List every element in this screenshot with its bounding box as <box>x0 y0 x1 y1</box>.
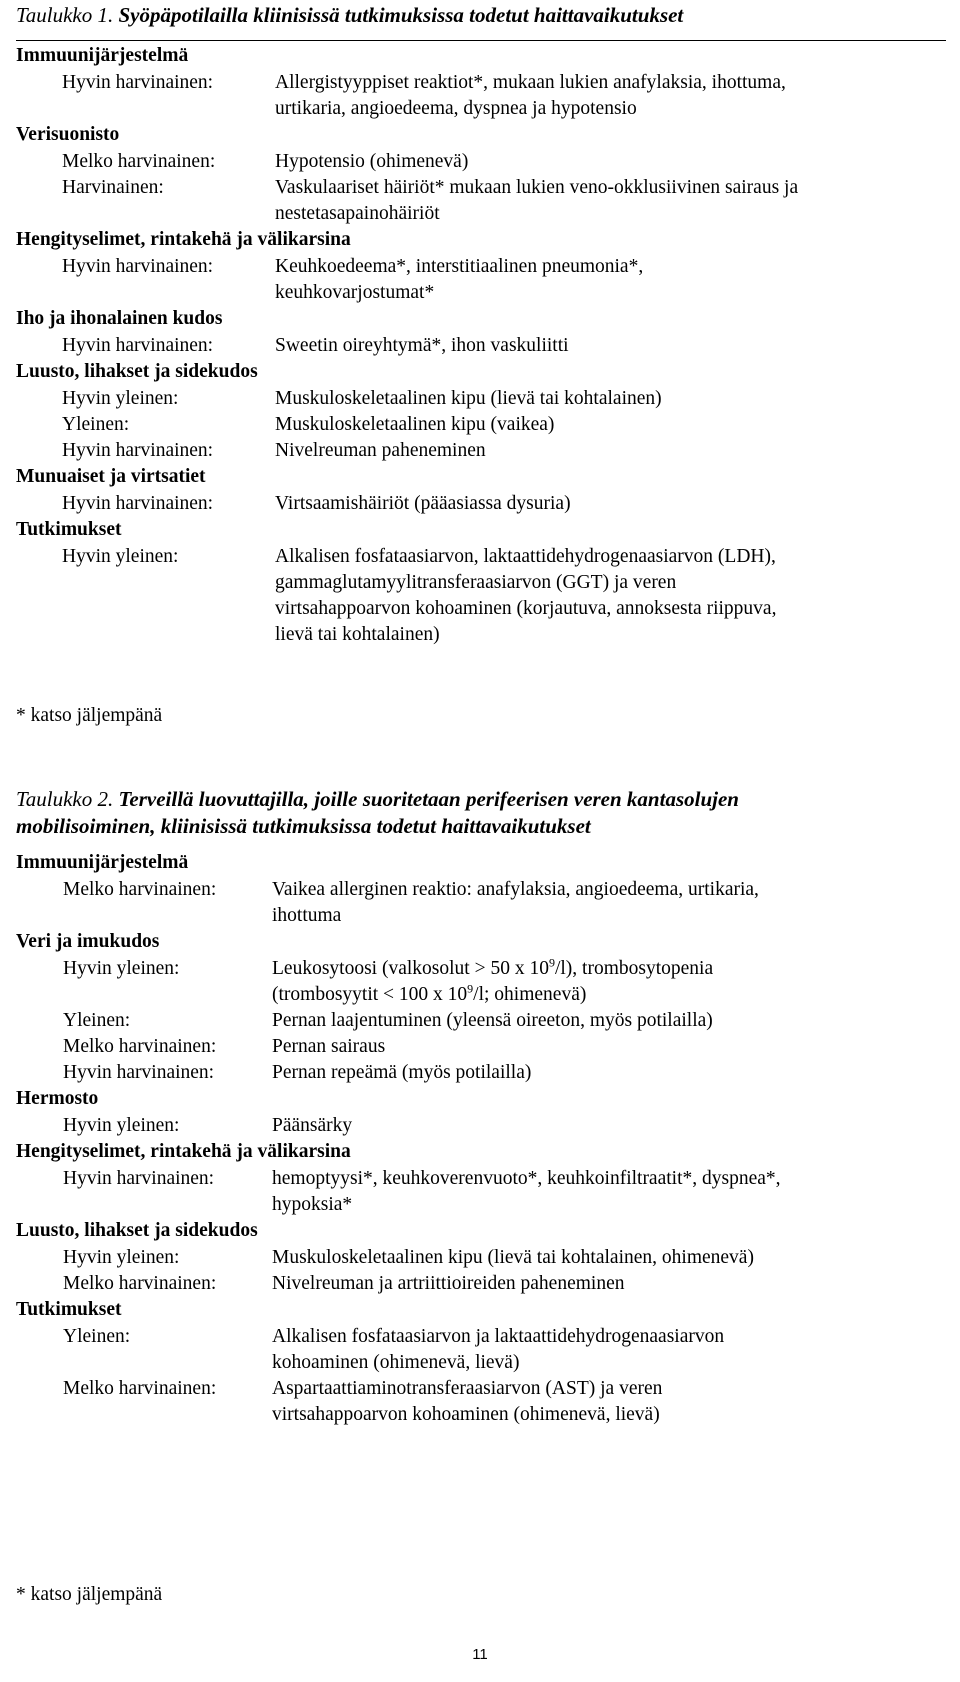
table1-footnote: * katso jäljempänä <box>16 705 163 726</box>
description-line: hemoptyysi*, keuhkoverenvuoto*, keuhkoinfiltraatit*, dyspnea*, <box>272 1168 781 1189</box>
adverse-effect-description <box>275 438 946 464</box>
table2-label: Taulukko 2. <box>16 787 114 811</box>
table-row <box>16 412 946 438</box>
table1-body <box>16 40 946 648</box>
description-line: lievä tai kohtalainen) <box>275 624 440 645</box>
frequency-label: Harvinainen: <box>62 177 164 198</box>
frequency-label: Yleinen: <box>63 1010 131 1031</box>
adverse-effect-description <box>272 1113 946 1139</box>
table2-caption-line2: mobilisoiminen, kliinisissä tutkimuksissa todetut haittavaikutukset <box>16 814 591 838</box>
table-row <box>16 1113 946 1139</box>
description-line: Aspartaattiaminotransferaasiarvon (AST) ja veren <box>272 1378 663 1399</box>
table-row <box>16 175 946 227</box>
description-line: Muskuloskeletaalinen kipu (lievä tai kohtalainen, ohimenevä) <box>272 1247 754 1268</box>
adverse-effect-description <box>272 1245 946 1271</box>
adverse-effect-description <box>275 491 946 517</box>
frequency-label: Hyvin yleinen: <box>63 1115 180 1136</box>
table1-label: Taulukko 1. <box>16 3 114 27</box>
table2-footnote: * katso jäljempänä <box>16 1584 163 1605</box>
description-line: Vaikea allerginen reaktio: anafylaksia, angioedeema, urtikaria, <box>272 879 759 900</box>
adverse-effect-description <box>275 70 946 122</box>
adverse-effect-description <box>275 544 946 648</box>
frequency-label: Hyvin harvinainen: <box>62 440 214 461</box>
table-row <box>16 70 946 122</box>
table1-title <box>16 2 946 29</box>
table2-title <box>16 786 946 840</box>
description-line: Hypotensio (ohimenevä) <box>275 151 469 172</box>
description-line: Alkalisen fosfataasiarvon, laktaattidehydrogenaasiarvon (LDH), <box>275 546 776 567</box>
frequency-label: Hyvin yleinen: <box>63 958 180 979</box>
frequency-label: Melko harvinainen: <box>62 151 216 172</box>
adverse-effect-description <box>272 1166 946 1218</box>
table-row <box>16 1008 946 1034</box>
table-row <box>16 149 946 175</box>
section-heading: Munuaiset ja virtsatiet <box>16 466 206 487</box>
section-heading: Tutkimukset <box>16 519 122 540</box>
page-number: 11 <box>472 1646 488 1663</box>
adverse-effect-description <box>275 386 946 412</box>
frequency-label: Hyvin harvinainen: <box>62 72 214 93</box>
adverse-effect-description <box>275 412 946 438</box>
frequency-label: Hyvin yleinen: <box>63 1247 180 1268</box>
description-line: virtsahappoarvon kohoaminen (ohimenevä, lievä) <box>272 1404 660 1425</box>
frequency-label: Hyvin harvinainen: <box>63 1168 215 1189</box>
section-heading: Luusto, lihakset ja sidekudos <box>16 361 258 382</box>
adverse-effect-description <box>275 254 946 306</box>
section-heading: Luusto, lihakset ja sidekudos <box>16 1220 258 1241</box>
adverse-effect-description <box>275 175 946 227</box>
frequency-label: Melko harvinainen: <box>63 1378 217 1399</box>
description-line: Virtsaamishäiriöt (pääasiassa dysuria) <box>275 493 571 514</box>
section-heading: Tutkimukset <box>16 1299 122 1320</box>
adverse-effect-description <box>275 333 946 359</box>
table-row <box>16 1271 946 1297</box>
frequency-label: Hyvin yleinen: <box>62 546 179 567</box>
description-line: Keuhkoedeema*, interstitiaalinen pneumonia*, <box>275 256 644 277</box>
adverse-effect-description <box>272 1008 946 1034</box>
description-line: ihottuma <box>272 905 342 926</box>
description-line: gammaglutamyylitransferaasiarvon (GGT) ja veren <box>275 572 677 593</box>
section-heading: Verisuonisto <box>16 124 120 145</box>
table2-body <box>16 850 946 1428</box>
description-line: keuhkovarjostumat* <box>275 282 435 303</box>
frequency-label: Hyvin harvinainen: <box>62 256 214 277</box>
table-row <box>16 877 946 929</box>
table-row <box>16 956 946 1008</box>
frequency-label: Melko harvinainen: <box>63 1273 217 1294</box>
description-line: Pernan repeämä (myös potilailla) <box>272 1062 532 1083</box>
adverse-effect-description <box>272 877 946 929</box>
description-line: hypoksia* <box>272 1194 353 1215</box>
frequency-label: Melko harvinainen: <box>63 879 217 900</box>
section-heading: Veri ja imukudos <box>16 931 160 952</box>
table-row <box>16 491 946 517</box>
table-row <box>16 1324 946 1376</box>
description-line: nestetasapainohäiriöt <box>275 203 440 224</box>
frequency-label: Hyvin yleinen: <box>62 388 179 409</box>
adverse-effect-description <box>272 1060 946 1086</box>
table-row <box>16 1166 946 1218</box>
description-line: Vaskulaariset häiriöt* mukaan lukien veno-okklusiivinen sairaus ja <box>275 177 799 198</box>
adverse-effect-description <box>272 956 946 1008</box>
section-heading: Immuunijärjestelmä <box>16 45 189 66</box>
frequency-label: Yleinen: <box>62 414 130 435</box>
frequency-label: Hyvin harvinainen: <box>62 493 214 514</box>
adverse-effect-description <box>272 1271 946 1297</box>
description-line: Pernan sairaus <box>272 1036 386 1057</box>
frequency-label: Hyvin harvinainen: <box>63 1062 215 1083</box>
table2-caption-line1: Terveillä luovuttajilla, joille suoritetaan perifeerisen veren kantasolujen <box>118 787 739 811</box>
section-heading: Hermosto <box>16 1088 99 1109</box>
section-heading: Immuunijärjestelmä <box>16 852 189 873</box>
section-heading: Hengityselimet, rintakehä ja välikarsina <box>16 1141 351 1162</box>
description-line: Pernan laajentuminen (yleensä oireeton, myös potilailla) <box>272 1010 713 1031</box>
description-line: virtsahappoarvon kohoaminen (korjautuva, annoksesta riippuva, <box>275 598 777 619</box>
section-heading: Iho ja ihonalainen kudos <box>16 308 223 329</box>
frequency-label: Melko harvinainen: <box>63 1036 217 1057</box>
table-row <box>16 386 946 412</box>
section-heading: Hengityselimet, rintakehä ja välikarsina <box>16 229 351 250</box>
table-row <box>16 544 946 648</box>
frequency-label: Yleinen: <box>63 1326 131 1347</box>
description-line: Muskuloskeletaalinen kipu (vaikea) <box>275 414 555 435</box>
table-row <box>16 438 946 464</box>
description-line: urtikaria, angioedeema, dyspnea ja hypotensio <box>275 98 637 119</box>
table1-caption: Syöpäpotilailla kliinisissä tutkimuksissa todetut haittavaikutukset <box>118 3 684 27</box>
description-line: Päänsärky <box>272 1115 353 1136</box>
adverse-effect-description <box>272 1376 946 1428</box>
description-line: Sweetin oireyhtymä*, ihon vaskuliitti <box>275 335 569 356</box>
frequency-label: Hyvin harvinainen: <box>62 335 214 356</box>
table-row <box>16 1060 946 1086</box>
description-line: Nivelreuman ja artriittioireiden paheneminen <box>272 1273 625 1294</box>
adverse-effect-description <box>272 1034 946 1060</box>
table-row <box>16 1034 946 1060</box>
table-row <box>16 1376 946 1428</box>
description-line: (trombosyytit < 100 x $10^9/l$; ohimenevä) <box>272 981 587 1005</box>
description-line: Nivelreuman paheneminen <box>275 440 486 461</box>
description-line: Alkalisen fosfataasiarvon ja laktaattidehydrogenaasiarvon <box>272 1326 725 1347</box>
description-line: Muskuloskeletaalinen kipu (lievä tai kohtalainen) <box>275 388 662 409</box>
description-line: kohoaminen (ohimenevä, lievä) <box>272 1352 520 1373</box>
description-line: Leukosytoosi (valkosolut > 50 x $10^9/l$), trombosytopenia <box>272 955 714 979</box>
adverse-effect-description <box>275 149 946 175</box>
table-row <box>16 254 946 306</box>
table-row <box>16 333 946 359</box>
description-line: Allergistyyppiset reaktiot*, mukaan lukien anafylaksia, ihottuma, <box>275 72 786 93</box>
adverse-effect-description <box>272 1324 946 1376</box>
table-row <box>16 1245 946 1271</box>
